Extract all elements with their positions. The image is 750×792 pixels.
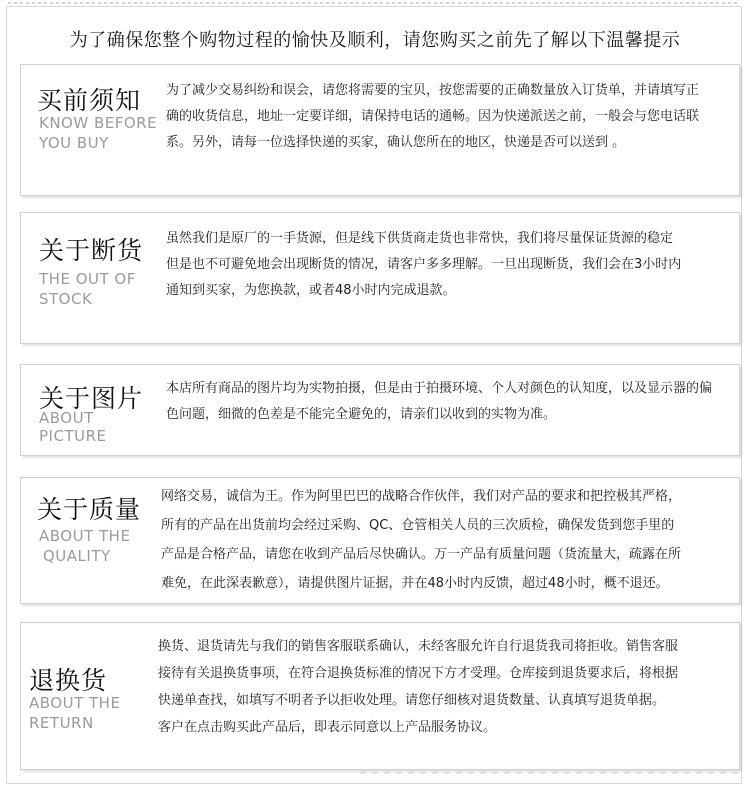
body-line: 换货、退货请先与我们的销售客服联系确认，未经客服允许自行退货我司将拒收。销售客服 (158, 639, 679, 654)
section-body (166, 226, 681, 304)
body-line: 产品是合格产品，请您在收到产品后尽快确认。万一产品有质量问题（货流量大，疏露在所 (161, 547, 682, 562)
body-line: 通知到买家，为您换款，或者48小时内完成退款。 (166, 283, 456, 298)
section-title-en-line: ABOUT THE (29, 694, 121, 712)
section-title-en-line: QUALITY (43, 547, 111, 565)
section-title-zh: 关于图片 (39, 384, 144, 413)
body-line: 快递单查找，如填写不明者予以拒收处理。请您仔细核对退货数量、认真填写退货单据。 (158, 693, 666, 708)
section-title-en (39, 269, 136, 309)
section-out-of-stock (20, 212, 740, 344)
body-line: 色问题，细微的色差是不能完全避免的，请亲们以收到的实物为准。 (166, 407, 557, 422)
body-line: 所有的产品在出货前均会经过采购、QC、仓管相关人员的三次质检，确保发货到您手里的 (161, 518, 675, 533)
section-title-en (29, 693, 120, 733)
section-title-zh: 买前须知 (37, 86, 142, 115)
section-body (166, 78, 699, 156)
section-title-en-line: YOU BUY (39, 134, 109, 152)
section-title-en-line: RETURN (29, 714, 94, 732)
section-return (20, 622, 740, 770)
section-title-en-line: STOCK (39, 290, 93, 308)
section-title-en (39, 113, 157, 153)
section-title-en-line: KNOW BEFORE (39, 114, 158, 132)
section-title-zh: 关于断货 (39, 236, 144, 265)
body-line: 网络交易，诚信为王。作为阿里巴巴的战略合作伙伴，我们对产品的要求和把控极其严格， (161, 489, 682, 504)
bottom-divider (360, 770, 740, 774)
section-about-quality (20, 477, 740, 604)
section-title-en (39, 409, 106, 445)
section-title-en-line: ABOUT THE (39, 527, 131, 545)
section-title-en-line: PICTURE (39, 427, 107, 445)
top-divider (8, 2, 740, 4)
section-title-en-line: ABOUT (39, 409, 94, 427)
section-title-en-line: THE OUT OF (39, 270, 136, 288)
section-about-picture (20, 364, 740, 456)
body-line: 虽然我们是原厂的一手货源，但是线下供货商走货也非常快，我们将尽量保证货源的稳定 (166, 231, 674, 246)
body-line: 系。另外，请每一位选择快递的买家，确认您所在的地区，快递是否可以送到 。 (166, 135, 626, 150)
page-heading: 为了确保您整个购物过程的愉快及顺利，请您购买之前先了解以下温馨提示 (69, 30, 681, 51)
section-body (166, 376, 712, 428)
body-line: 接待有关退换货事项，在符合退换货标准的情况下方才受理。仓库接到退货要求后，将根据 (158, 666, 679, 681)
body-line: 客户在点击购买此产品后，即表示同意以上产品服务协议。 (158, 720, 497, 735)
body-line: 但是也不可避免地会出现断货的情况，请客户多多理解。一旦出现断货，我们会在3小时内 (166, 257, 682, 272)
section-title-en (39, 526, 130, 566)
body-line: 本店所有商品的图片均为实物拍摄，但是由于拍摄环境、个人对颜色的认知度，以及显示器的偏 (166, 381, 713, 396)
section-body (158, 633, 678, 741)
section-title-zh: 退换货 (29, 666, 108, 695)
section-know-before-you-buy (20, 64, 740, 196)
section-title-zh: 关于质量 (37, 495, 142, 524)
body-line: 难免，在此深表歉意），请提供图片证据，并在48小时内反馈，超过48小时，概不退还。 (161, 576, 669, 591)
section-body (161, 482, 681, 598)
body-line: 为了减少交易纠纷和误会，请您将需要的宝贝，按您需要的正确数量放入订货单，并请填写正 (166, 83, 700, 98)
body-line: 确的收货信息，地址一定要详细，请保持电话的通畅。因为快递派送之前，一般会与您电话联 (166, 109, 700, 124)
